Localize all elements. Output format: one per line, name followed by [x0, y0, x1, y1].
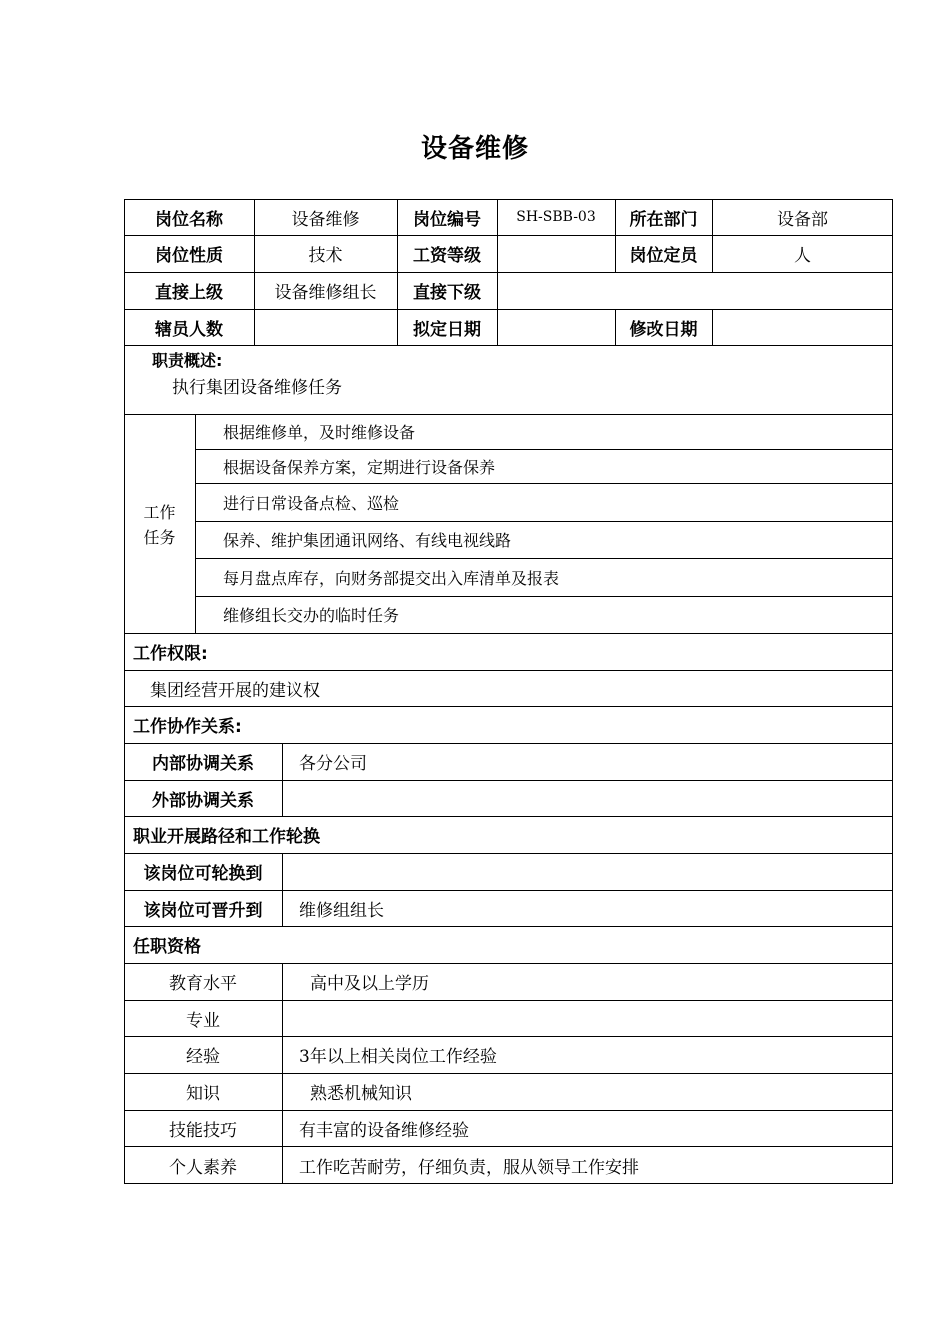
value-department: 设备部	[777, 209, 828, 230]
label-direct-superior: 直接上级	[155, 283, 223, 303]
summary-text: 执行集团设备维修任务	[172, 377, 342, 398]
task-item: 保养、维护集团通讯网络、有线电视线路	[223, 531, 512, 550]
qualification-value: 高中及以上学历	[310, 974, 429, 994]
qualification-value	[299, 1000, 879, 1036]
label-revision-date: 修改日期	[629, 319, 698, 340]
tasks-label	[124, 500, 195, 550]
value-direct-superior: 设备维修组长	[274, 283, 377, 303]
authority-label: 工作权限:	[133, 644, 208, 664]
label-draft-date: 拟定日期	[413, 319, 481, 340]
qualification-key: 个人素养	[169, 1157, 237, 1178]
tasks-label-line1: 工作	[143, 503, 176, 522]
internal-relation-value: 各分公司	[299, 754, 367, 774]
external-relation-value	[299, 780, 879, 816]
qualification-key: 经验	[186, 1047, 220, 1067]
authority-text: 集团经营开展的建议权	[150, 680, 320, 701]
rotate-value	[299, 853, 879, 890]
promote-value: 维修组组长	[299, 900, 384, 921]
value-revision-date	[712, 309, 893, 345]
label-staff-count: 辖员人数	[155, 319, 223, 340]
task-item: 根据设备保养方案，定期进行设备保养	[223, 457, 496, 477]
value-headcount: 人	[794, 246, 811, 266]
task-item: 根据维修单，及时维修设备	[223, 423, 416, 442]
summary-label: 职责概述:	[152, 350, 223, 370]
value-position-name: 设备维修	[291, 209, 360, 230]
label-position-nature: 岗位性质	[155, 246, 223, 266]
value-position-code: SH-SBB-03	[516, 209, 596, 225]
value-salary-grade	[497, 235, 615, 272]
value-direct-subordinate	[497, 272, 893, 309]
qualification-key: 知识	[186, 1084, 220, 1104]
label-position-name: 岗位名称	[155, 209, 223, 230]
qualification-label: 任职资格	[133, 937, 201, 957]
qualification-value: 工作吃苦耐劳，仔细负责，服从领导工作安排	[299, 1157, 639, 1178]
qualification-value: 熟悉机械知识	[310, 1084, 412, 1104]
label-headcount: 岗位定员	[629, 246, 698, 266]
qualification-value: 3年以上相关岗位工作经验	[299, 1047, 497, 1067]
task-item: 维修组长交办的临时任务	[223, 606, 400, 625]
task-item: 进行日常设备点检、巡检	[223, 493, 400, 513]
page-title: 设备维修	[420, 134, 529, 164]
rotate-label: 该岗位可轮换到	[143, 864, 263, 884]
value-staff-count	[254, 309, 397, 345]
label-direct-subordinate: 直接下级	[413, 283, 481, 303]
task-item: 每月盘点库存，向财务部提交出入库清单及报表	[223, 568, 560, 588]
qualification-key: 专业	[186, 1010, 220, 1031]
label-salary-grade: 工资等级	[413, 246, 481, 266]
qualification-key: 教育水平	[169, 974, 237, 994]
qualification-key: 技能技巧	[169, 1120, 237, 1141]
qualification-value: 有丰富的设备维修经验	[299, 1120, 469, 1141]
tasks-label-line2: 任务	[143, 528, 176, 547]
label-department: 所在部门	[629, 209, 698, 230]
cooperation-label: 工作协作关系:	[133, 717, 242, 737]
career-label: 职业开展路径和工作轮换	[133, 827, 320, 847]
label-position-code: 岗位编号	[413, 209, 481, 230]
promote-label: 该岗位可晋升到	[143, 900, 263, 921]
external-relation-label: 外部协调关系	[152, 790, 254, 811]
value-draft-date	[497, 309, 615, 345]
value-position-nature: 技术	[308, 246, 343, 266]
internal-relation-label: 内部协调关系	[152, 754, 254, 774]
